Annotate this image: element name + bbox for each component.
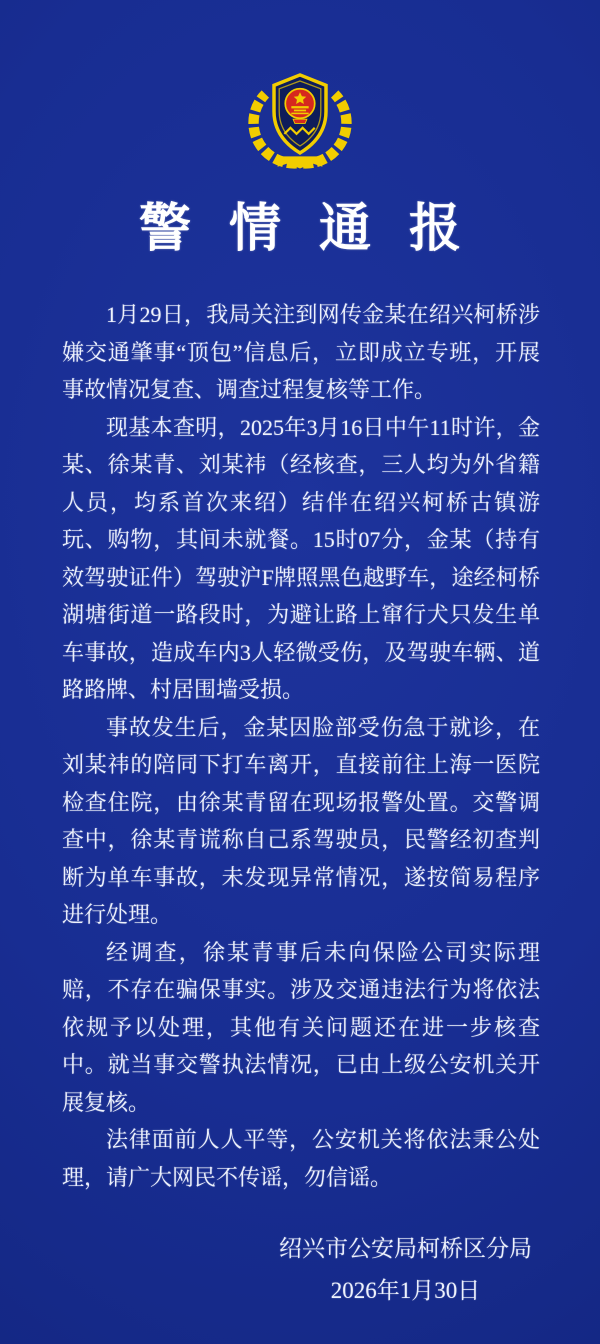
- issuer-name: 绍兴市公安局柯桥区分局: [279, 1236, 532, 1261]
- issue-date: 2026年1月30日: [330, 1278, 481, 1303]
- paragraph-findings: 现基本查明，2025年3月16日中午11时许，金某、徐某青、刘某祎（经核查，三人均为外省籍人员，均系首次来绍）结伴在绍兴柯桥古镇游玩、购物，其间未就餐。15时07分，金某（持有效驾驶证件）驾驶沪F牌照黑色越野车，途经柯桥湖塘街道一路段时，为避让路上窜行犬只发生单车事故，造成车内3人轻微受伤，及驾驶车辆、道路路牌、村居围墙受损。: [62, 414, 540, 702]
- paragraph-investigation: 经调查，徐某青事后未向保险公司实际理赔，不存在骗保事实。涉及交通违法行为将依法依规予以处理，其他有关问题还在进一步核查中。就当事交警执法情况，已由上级公安机关开展复核。: [62, 939, 540, 1115]
- police-badge-icon: [248, 66, 352, 179]
- paragraph-aftermath: 事故发生后，金某因脸部受伤急于就诊，在刘某祎的陪同下打车离开，直接前往上海一医院检查住院，由徐某青留在现场报警处置。交警调查中，徐某青谎称自己系驾驶员，民警经初查判断为单车事故，未发现异常情况，遂按简易程序进行处理。: [62, 714, 540, 927]
- paragraph-intro: 1月29日，我局关注到网传金某在绍兴柯桥涉嫌交通肇事“顶包”信息后，立即成立专班，开展事故情况复查、调查过程复核等工作。: [62, 302, 540, 402]
- signature-block: [279, 1228, 532, 1312]
- notice-body: [62, 296, 540, 1196]
- police-badge: [0, 66, 600, 179]
- paragraph-appeal: 法律面前人人平等，公安机关将依法秉公处理，请广大网民不传谣，勿信谣。: [62, 1127, 540, 1190]
- page-title: 警情通报: [138, 201, 499, 258]
